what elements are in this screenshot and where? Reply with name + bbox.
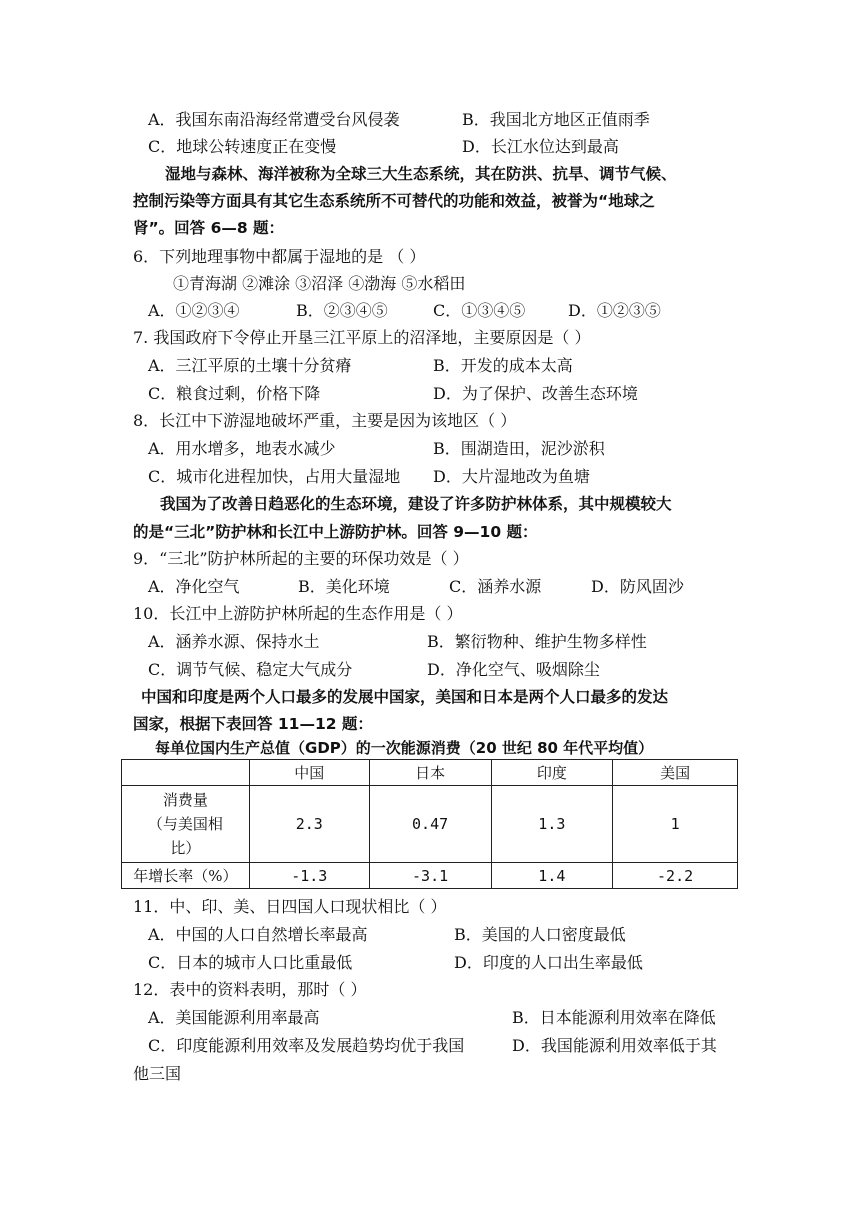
- cell-usa-consumption: 1: [613, 786, 738, 863]
- q12-option-a: A．美国能源利用率最高: [148, 1008, 320, 1027]
- question-6: 6．下列地理事物中都属于湿地的是 （ ）: [133, 247, 426, 266]
- q5-option-a: A．我国东南沿海经常遭受台风侵袭: [148, 110, 400, 129]
- table-header-india: 印度: [491, 760, 613, 786]
- table-header-row: [122, 760, 738, 786]
- q7-option-b: B．开发的成本太高: [433, 356, 573, 375]
- row-label-consumption: [122, 786, 250, 863]
- q12-option-d: D．我国能源利用效率低于其: [512, 1036, 717, 1055]
- table-row-consumption: [122, 786, 738, 863]
- cell-japan-growth: -3.1: [369, 863, 491, 889]
- q7-option-c: C．粮食过剩，价格下降: [148, 384, 321, 403]
- q5-option-d: D．长江水位达到最高: [462, 137, 619, 156]
- q8-option-d: D．大片湿地改为鱼塘: [433, 467, 590, 486]
- question-12: 12．表中的资料表明，那时（ ）: [133, 980, 367, 999]
- question-7: 7. 我国政府下令停止开垦三江平原上的沼泽地，主要原因是（ ）: [133, 328, 591, 347]
- question-8: 8．长江中下游湿地破坏严重，主要是因为该地区（ ）: [133, 411, 517, 430]
- q11-option-a: A．中国的人口自然增长率最高: [148, 925, 368, 944]
- row-label-consumption-line3: 比）: [170, 839, 201, 857]
- q5-option-c: C．地球公转速度正在变慢: [148, 137, 337, 156]
- table-header-usa: 美国: [613, 760, 738, 786]
- row-label-consumption-line1: 消费量: [162, 791, 208, 809]
- q8-option-b: B．围湖造田，泥沙淤积: [433, 439, 605, 458]
- cell-china-consumption: 2.3: [249, 786, 369, 863]
- q9-option-a: A．净化空气: [148, 577, 240, 596]
- passage-forest-line2: 的是“三北”防护林和长江中上游防护林。回答 9—10 题：: [133, 523, 538, 541]
- q5-option-b: B．我国北方地区正值雨季: [462, 110, 650, 129]
- passage-wetland-line1: 湿地与森林、海洋被称为全球三大生态系统，其在防洪、抗旱、调节气候、: [165, 165, 677, 183]
- cell-china-growth: -1.3: [249, 863, 369, 889]
- question-9: 9．“三北”防护林所起的主要的环保功效是（ ）: [133, 549, 469, 568]
- passage-population-line2: 国家，根据下表回答 11—12 题：: [133, 715, 373, 733]
- q9-option-d: D．防风固沙: [591, 577, 684, 596]
- q12-option-c: C．印度能源利用效率及发展趋势均优于我国: [148, 1036, 465, 1055]
- q6-option-b: B．②③④⑤: [296, 301, 388, 320]
- table-caption: 每单位国内生产总值（GDP）的一次能源消费（20 世纪 80 年代平均值）: [155, 739, 654, 757]
- q9-option-b: B．美化环境: [298, 577, 390, 596]
- row-label-growth: 年增长率（%）: [122, 863, 250, 889]
- q7-option-a: A．三江平原的土壤十分贫瘠: [148, 356, 352, 375]
- q11-option-b: B．美国的人口密度最低: [454, 925, 626, 944]
- cell-japan-consumption: 0.47: [369, 786, 491, 863]
- passage-wetland-line2: 控制污染等方面具有其它生态系统所不可替代的功能和效益，被誉为“地球之: [133, 192, 655, 210]
- q8-option-c: C．城市化进程加快，占用大量湿地: [148, 467, 401, 486]
- cell-india-growth: 1.4: [491, 863, 613, 889]
- passage-population-line1: 中国和印度是两个人口最多的发展中国家，美国和日本是两个人口最多的发达: [141, 688, 669, 706]
- q12-option-b: B．日本能源利用效率在降低: [512, 1008, 716, 1027]
- table-row-growth: [122, 863, 738, 889]
- q8-option-a: A．用水增多，地表水减少: [148, 439, 336, 458]
- q6-option-a: A．①②③④: [148, 301, 240, 320]
- energy-consumption-table: [121, 759, 738, 889]
- q10-option-a: A．涵养水源、保持水土: [148, 632, 320, 651]
- q10-option-b: B．繁衍物种、维护生物多样性: [427, 632, 647, 651]
- q10-option-c: C．调节气候、稳定大气成分: [148, 660, 353, 679]
- q9-option-c: C．涵养水源: [449, 577, 542, 596]
- table-header-japan: 日本: [369, 760, 491, 786]
- table-header-empty: [122, 760, 250, 786]
- passage-wetland-line3: 肾”。回答 6—8 题：: [133, 219, 285, 237]
- q6-option-d: D．①②③⑤: [568, 301, 661, 320]
- question-10: 10．长江中上游防护林所起的生态作用是（ ）: [133, 604, 463, 623]
- q10-option-d: D．净化空气、吸烟除尘: [427, 660, 600, 679]
- passage-forest-line1: 我国为了改善日趋恶化的生态环境，建设了许多防护林体系，其中规模较大: [160, 495, 672, 513]
- cell-india-consumption: 1.3: [491, 786, 613, 863]
- question-6-items: ①青海湖 ②滩涂 ③沼泽 ④渤海 ⑤水稻田: [173, 274, 466, 293]
- q11-option-d: D．印度的人口出生率最低: [454, 953, 643, 972]
- table-header-china: 中国: [249, 760, 369, 786]
- q7-option-d: D．为了保护、改善生态环境: [433, 384, 638, 403]
- q6-option-c: C．①③④⑤: [433, 301, 526, 320]
- question-11: 11．中、印、美、日四国人口现状相比（ ）: [133, 897, 447, 916]
- q12-option-d-continued: 他三国: [133, 1064, 182, 1083]
- row-label-consumption-line2: （与美国相: [147, 815, 223, 833]
- q11-option-c: C．日本的城市人口比重最低: [148, 953, 353, 972]
- cell-usa-growth: -2.2: [613, 863, 738, 889]
